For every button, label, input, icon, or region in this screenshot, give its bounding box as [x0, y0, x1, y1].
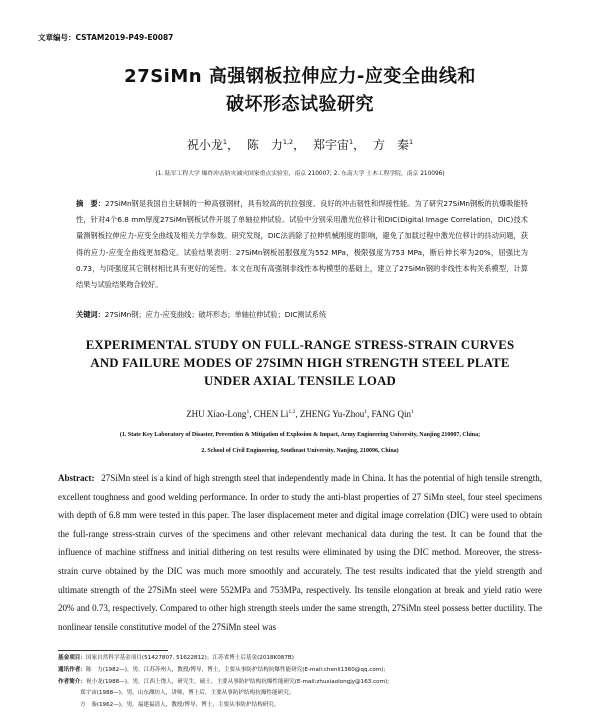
footnote-funding: 基金项目：国家自然科学基金项目(51427807, 51622812)；江苏省博士后基金(2018K087B): [58, 655, 294, 661]
cn-author-affil-mark: 1: [349, 138, 354, 146]
footnote-author-bio: 作者简介：祝小龙(1988—)，男，江西上饶人，研究生，硕士，主要从事防护结构抗爆性能研究(E-mail:zhuxiaolongjy@163.com);: [58, 678, 390, 685]
en-author-affil-mark: 1,2: [288, 409, 296, 415]
cn-author-affil-mark: 1: [222, 138, 227, 146]
article-number: 文章编号：CSTAM2019-P49-E0087: [38, 33, 174, 42]
en-author-affil-mark: 1: [411, 409, 414, 415]
en-affiliation-1: (1. State Key Laboratory of Disaster, Prevention & Mitigation of Explosion & Impact, Army Engineering University, Nanjing 210007, China;: [119, 432, 481, 438]
cn-affiliation: (1. 陆军工程大学 爆炸冲击防灾减灾国家重点实验室，南京 210007; 2. 东南大学 土木工程学院，南京 210096): [155, 171, 445, 177]
cn-author: 郑宇宙$^1$，: [313, 138, 366, 152]
en-title-line3: UNDER AXIAL TENSILE LOAD: [204, 374, 396, 388]
footnote-corresponding-author: 通讯作者：陈 力(1982—)，男，江苏苏州人，教授/博导，博士，主要从事防护结构抗爆性能研究(E-mail:chenli1360@qq.com);: [58, 666, 386, 673]
cn-title-line1: 27SiMn 高强钢板拉伸应力-应变全曲线和: [124, 66, 476, 87]
en-author: ZHU Xiao-Long$^1$,: [186, 409, 254, 419]
cn-abstract: [76, 196, 528, 293]
en-abstract-text: 27SiMn steel is a kind of high strength steel that independently made in China. It has the potential of high tensile strength, excellent toughness and good welding performance. In order to study the anti-blast properties of 27 SiMn steel, four steel specimens with depth of 6.8 mm were tested in this paper. The laser displacement meter and digital image correlation (DIC) were used to obtain the full-range stress-strain curves of the specimens and other relevant mechanical data during the test. It can be found that the influence of machine stiffness and initial dithering on test results were eliminated by using the DIC method. Moreover, the stress-strain curve obtained by the DIC was much more smoothly and accurately. The test results indicated that the yield strength and ultimate strength of the 27SiMn steel were 552MPa and 753MPa, respectively. Its tensile elongation at break and yield ratio were 20% and 0.73, respectively. Compared to other high strength steels under the same strength, 27SiMn steel possess better ductility. The nonlinear tensile constitutive model of the 27SiMn steel was: [58, 473, 543, 632]
cn-keywords: [76, 310, 528, 320]
cn-abstract-label: 摘 要：: [76, 199, 106, 208]
cn-author: 方 秦$^1$: [373, 138, 414, 152]
footnote-author-bio: 方 秦(1962—)，男，福建福清人，教授/博导，博士，主要从事防护结构研究。: [80, 702, 280, 709]
cn-keywords-label: 关键词：: [76, 310, 105, 319]
en-author: FANG Qin$^1$: [371, 409, 414, 419]
en-author-affil-mark: 1: [364, 409, 367, 415]
en-author-affil-mark: 1: [246, 409, 250, 415]
en-title-line1: EXPERIMENTAL STUDY ON FULL-RANGE STRESS-STRAIN CURVES: [85, 338, 515, 352]
en-author-list: [0, 409, 600, 419]
cn-author-list: [0, 136, 600, 153]
en-author: CHEN Li$^{1,2}$,: [253, 409, 300, 419]
cn-author-affil-mark: 1: [409, 138, 414, 146]
cn-author: 陈 力$^{1,2}$，: [246, 138, 306, 152]
footnote-divider: [58, 650, 168, 651]
en-title-line2: AND FAILURE MODES OF 27SIMN HIGH STRENGTH STEEL PLATE: [90, 356, 510, 370]
cn-title-line2: 破坏形态试验研究: [226, 94, 374, 115]
cn-author-affil-mark: 1,2: [282, 138, 294, 146]
footnotes: [58, 653, 542, 712]
en-author: ZHENG Yu-Zhou$^1$,: [299, 409, 372, 419]
cn-author: 祝小龙$^1$，: [186, 138, 239, 152]
cn-keywords-text: 27SiMn钢；应力-应变曲线；破坏形态；单轴拉伸试验；DIC测试系统: [104, 310, 327, 319]
footnote-author-bio: 郑宇宙(1988—)，男，山东潍坊人，讲师，博士后，主要从事防护结构抗爆性能研究；: [80, 690, 295, 697]
cn-abstract-text: 27SiMn钢是我国自主研制的一种高强钢材，具有较高的抗拉强度、良好的冲击韧性和焊接性能。为了研究27SiMn钢板的抗爆吸能特性，针对4个6.8 mm厚度27SiMn钢板试件开展了单轴拉伸试验。试验中分别采用激光位移计和DIC(Digital Image Correlation，DIC)技术量测钢板拉伸应力-应变全曲线及相关力学参数。研究发现，DIC法消除了拉伸机械刚度的影响，避免了加载过程中激光位移计的抖动问题，获得的应力-应变全曲线更加稳定。试验结果表明：27SiMn钢板屈服强度为552 MPa，极限强度为753 MPa，断后伸长率为20%，屈强比为0.73，与同强度其它钢材相比具有更好的延性。本文在现有高强钢非线性本构模型的基础上，建立了27SiMn钢的非线性本构关系模型，计算结果与试验结果吻合较好。: [76, 199, 528, 290]
en-abstract: [58, 469, 542, 636]
en-abstract-label: Abstract:: [58, 473, 95, 483]
en-affiliation-2: 2. School of Civil Engineering, Southeast University, Nanjing, 210096, China): [201, 448, 399, 454]
